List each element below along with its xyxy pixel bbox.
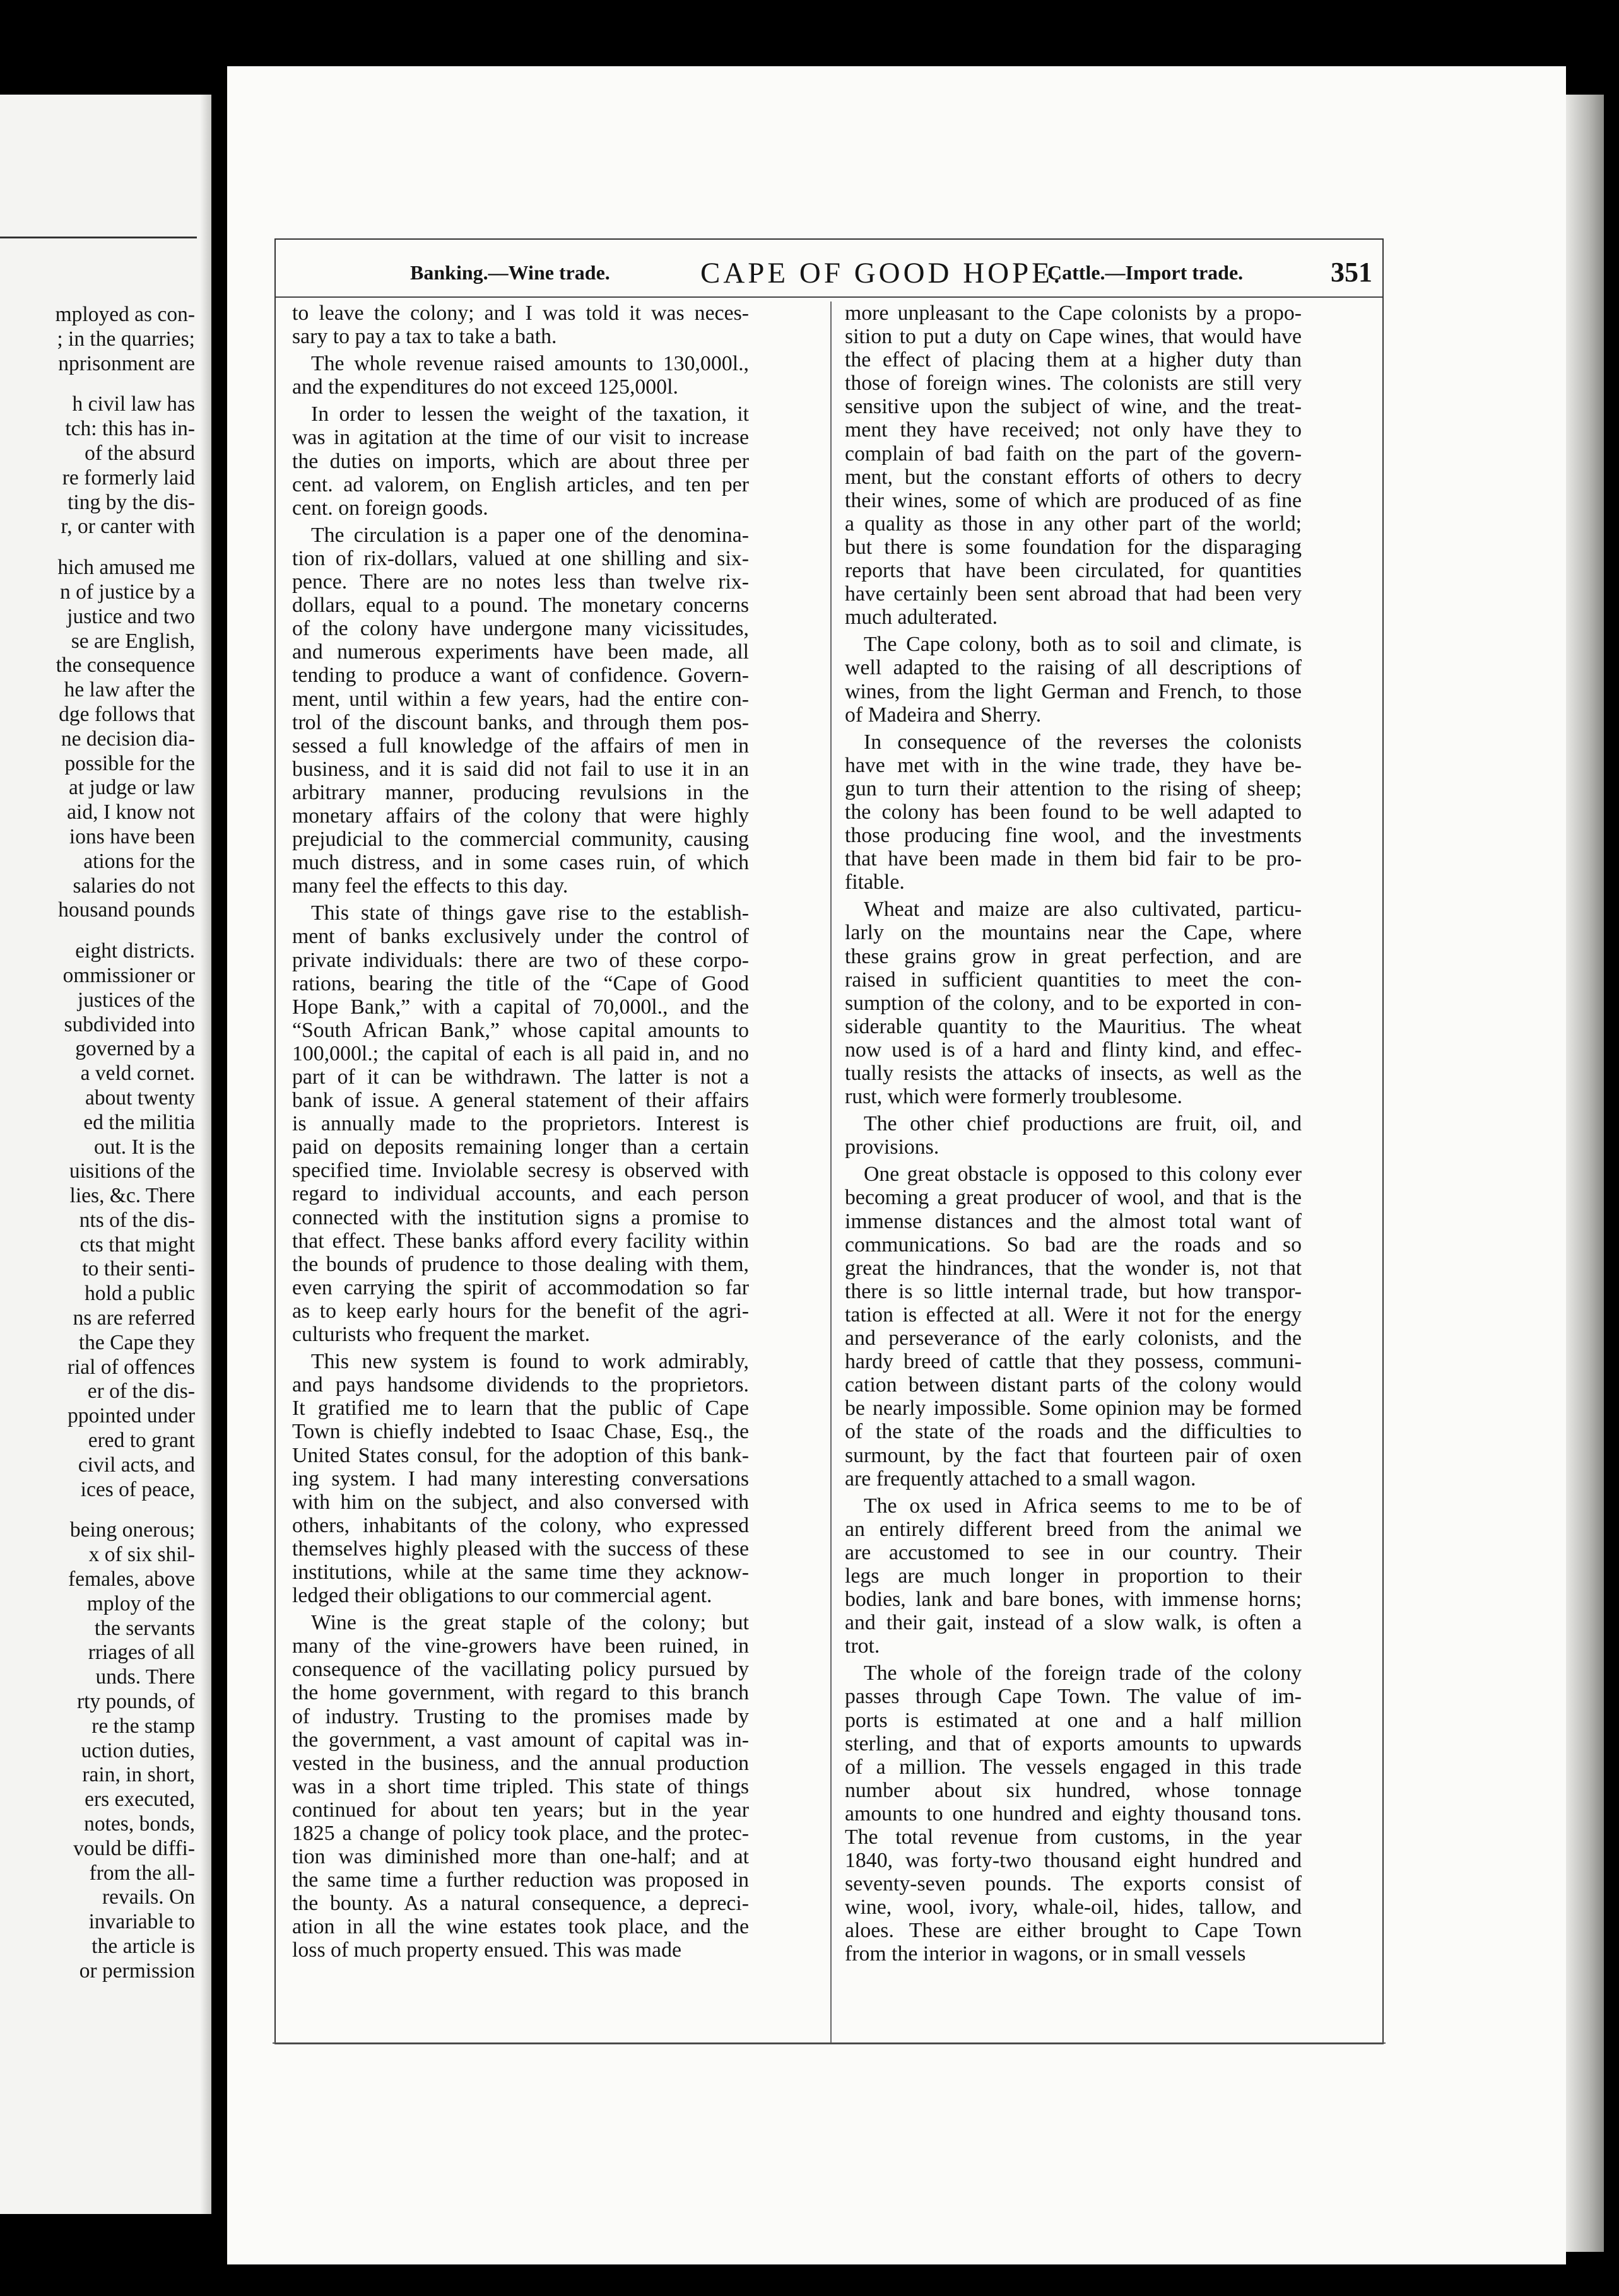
text-line: ered to grant [88,1429,195,1453]
text-line: Hope Bank,” with a capital of 70,000l., and the [292,995,749,1019]
text-line: complain of bad faith on the part of the govern- [845,442,1302,466]
column-divider [830,302,832,2042]
text-line: the article is [91,1935,195,1958]
text-line: surmount, by the fact that fourteen pair of oxen [845,1443,1302,1467]
text-line: specified time. Inviolable secresy is observed with [292,1159,749,1183]
text-line: gun to turn their attention to the rising of sheep; [845,776,1302,800]
text-line: legs are much longer in proportion to their [845,1564,1302,1588]
text-line: unds. There [95,1665,195,1689]
text-line: have met with in the wine trade, they have be- [845,753,1302,777]
left-column [292,302,749,1962]
text-line: females, above [68,1567,195,1591]
text-line: with him on the subject, and also conversed with [292,1490,749,1514]
text-line: mploy of the [86,1591,195,1615]
text-line: the servants [94,1616,195,1640]
text-line: bodies, lank and bare bones, with immense horns; [845,1588,1302,1612]
text-line: themselves highly pleased with the success of these [292,1537,749,1561]
text-line: uction duties, [81,1738,195,1762]
text-line: n of justice by a [60,580,195,604]
text-line: rty pounds, of [76,1690,195,1714]
text-line: 1825 a change of policy took place, and the protec- [292,1822,749,1845]
paragraph-gap [0,923,195,939]
text-line: but there is some foundation for the disparaging [845,535,1302,559]
text-line: This new system is found to work admirably, [311,1350,749,1374]
text-line: regard to individual accounts, and each person [292,1182,749,1206]
text-line: part of it can be withdrawn. The latter is not a [292,1065,749,1089]
text-line: ports is estimated at one and a half million [845,1708,1302,1732]
text-line: arbitrary manner, producing revulsions in the [292,780,749,804]
text-line: dollars, equal to a pound. The monetary concerns [292,594,749,618]
paragraph-gap [0,1502,195,1518]
text-line: sessed a full knowledge of the affairs of men in [292,734,749,758]
text-line: continued for about ten years; but in the year [292,1798,749,1822]
text-line: 100,000l.; the capital of each is all paid in, and no [292,1041,749,1065]
text-line: ne decision dia- [61,727,195,751]
text-line: rriages of all [88,1641,195,1665]
text-line: ment, but the constant efforts of others to decry [845,465,1302,489]
text-line: a veld cornet. [80,1062,195,1086]
text-line: cent. on foreign goods. [292,496,488,520]
text-line: and the expenditures do not exceed 125,000l. [292,375,678,399]
text-line: an entirely different breed from the animal we [845,1517,1302,1541]
text-line: United States consul, for the adoption of this bank- [292,1443,749,1467]
page-frame-bottom-rule [273,2042,1386,2044]
text-line: from the all- [89,1861,195,1885]
text-line: tation is effected at all. Were it not for the energy [845,1303,1302,1327]
text-line: business, and it is said did not fail to use it in an [292,757,749,781]
running-header [290,251,1372,295]
text-line: amounts to one hundred and eighty thousand tons. [845,1801,1302,1825]
paragraph-gap [0,376,195,392]
text-line: provisions. [845,1135,939,1159]
text-line: This state of things gave rise to the establish- [311,901,749,925]
text-line: ppointed under [68,1404,195,1428]
text-line: fitable. [845,870,905,894]
text-line: ing system. I had many interesting conversations [292,1467,749,1491]
text-line: have certainly been sent abroad that had been very [845,582,1302,606]
text-line: great the hindrances, that the wonder is, not that [845,1256,1302,1280]
text-line: ation in all the wine estates took place, and the [292,1915,749,1939]
text-line: justices of the [77,988,195,1012]
text-line: The circulation is a paper one of the denomina- [311,523,749,547]
text-line: sumption of the colony, and to be exported in con- [845,991,1302,1015]
text-line: r, or canter with [61,515,195,539]
text-line: re the stamp [91,1714,195,1738]
text-line: cts that might [79,1233,195,1256]
text-line: the home government, with regard to this branch [292,1681,749,1705]
text-line: The whole revenue raised amounts to 130,000l., [311,352,749,376]
text-line: hardy breed of cattle that they possess, communi- [845,1350,1302,1374]
text-line: of a million. The vessels engaged in this trade [845,1755,1302,1779]
text-line: 1840, was forty-two thousand eight hundred and [845,1849,1302,1873]
text-line: a quality as those in any other part of the world; [845,512,1302,536]
text-line: connected with the institution signs a promise to [292,1205,749,1229]
text-line: their wines, some of which are produced of as fine [845,488,1302,512]
text-line: monetary affairs of the colony that were highly [292,804,749,828]
text-line: possible for the [64,751,195,775]
text-line: tending to produce a want of confidence. Govern- [292,664,749,688]
text-line: and their gait, instead of a slow walk, is often a [845,1611,1302,1635]
text-line: rial of offences [67,1355,195,1379]
text-line: ns are referred [73,1306,195,1330]
text-line: ledged their obligations to our commercial agent. [292,1584,712,1608]
text-line: the colony has been found to be well adapted to [845,800,1302,824]
text-line: that effect. These banks afford every facility within [292,1229,749,1253]
text-line: the same time a further reduction was proposed in [292,1868,749,1892]
text-line: is annually made to the proprietors. Interest is [292,1112,749,1136]
text-line: The total revenue from customs, in the year [845,1825,1302,1849]
text-line: prejudicial to the commercial community, causing [292,828,749,852]
previous-page-header-rule [0,237,197,238]
text-line: to leave the colony; and I was told it was neces- [292,302,749,325]
text-line: ers executed, [85,1788,195,1812]
text-line: and perseverance of the early colonists, and the [845,1327,1302,1350]
text-line: subdivided into [64,1012,195,1036]
text-line: are frequently attached to a small wagon. [845,1467,1196,1491]
text-line: revails. On [102,1885,195,1909]
text-line: Wine is the great staple of the colony; but [311,1611,749,1635]
text-line: at judge or law [68,776,195,800]
text-line: those producing fine wool, and the investments [845,824,1302,848]
text-line: many feel the effects to this day. [292,874,568,898]
text-line: Wheat and maize are also cultivated, particu- [864,898,1302,922]
text-line: the government, a vast amount of capital was in- [292,1728,749,1752]
text-line: It gratified me to learn that the public of Cape [292,1397,749,1420]
text-line: rust, which were formerly troublesome. [845,1085,1182,1109]
text-line: others, inhabitants of the colony, who expressed [292,1513,749,1537]
text-line: larly on the mountains near the Cape, where [845,921,1302,945]
text-line: re formerly laid [62,466,195,489]
text-line: about twenty [85,1086,195,1110]
text-line: the bounds of prudence to those dealing with them, [292,1252,749,1276]
text-line: sition to put a duty on Cape wines, that would have [845,325,1302,349]
text-line: pence. There are no notes less than twelve rix- [292,570,749,594]
text-line: to their senti- [82,1257,195,1281]
text-line: rain, in short, [82,1763,195,1787]
text-line: bank of issue. A general statement of their affairs [292,1089,749,1113]
text-line: hich amused me [57,556,195,580]
text-line: from the interior in wagons, or in small vessels [845,1942,1246,1966]
previous-page-text [0,303,195,1984]
text-line: the consequence [56,653,195,677]
text-line: paid on deposits remaining longer than a certain [292,1135,749,1159]
text-line: lies, &c. There [69,1184,195,1208]
text-line: x of six shil- [88,1543,195,1567]
text-line: well adapted to the raising of all descriptions of [845,656,1302,680]
text-line: or permission [79,1959,195,1983]
page-number: 351 [1331,257,1372,288]
text-line: raised in sufficient quantities to meet the con- [845,968,1302,992]
text-line: now used is of a hard and flinty kind, and effec- [845,1038,1302,1062]
text-line: ment they have received; not only have they to [845,418,1302,442]
text-line: vested in the business, and the annual production [292,1751,749,1775]
page-edge [1566,95,1604,2252]
text-line: ices of peace, [80,1477,195,1501]
text-line: loss of much property ensued. This was made [292,1938,681,1962]
text-line: sensitive upon the subject of wine, and the treat- [845,395,1302,419]
text-line: of Madeira and Sherry. [845,703,1042,727]
text-line: ting by the dis- [68,490,195,514]
text-line: salaries do not [73,874,195,898]
text-line: housand pounds [58,898,195,922]
text-line: seventy-seven pounds. The exports consist of [845,1872,1302,1896]
book-gutter [200,95,211,2214]
text-line: ions have been [69,824,195,848]
text-line: trol of the discount banks, and through them pos- [292,710,749,734]
text-line: justice and two [67,604,195,628]
text-line: In order to lessen the weight of the taxation, it [311,402,749,426]
text-line: was in agitation at the time of our visit to increase [292,426,749,450]
text-line: aid, I know not [67,800,195,824]
text-line: that have been made in them bid fair to be pro- [845,847,1302,871]
text-line: ations for the [83,849,195,873]
text-line: culturists who frequent the market. [292,1323,591,1347]
text-line: reports that have been circulated, for quantities [845,559,1302,583]
text-line: ommissioner or [62,963,195,987]
text-line: er of the dis- [87,1379,195,1403]
text-line: wines, from the light German and French, to those [845,679,1302,703]
text-line: trot. [845,1634,880,1658]
text-line: was in a short time tripled. This state of things [292,1774,749,1798]
text-line: dge follows that [59,702,195,726]
text-line: cent. ad valorem, on English articles, and ten per [292,472,749,496]
text-line: tually resists the attacks of insects, as well as the [845,1062,1302,1085]
text-line: sterling, and that of exports amounts to upwards [845,1731,1302,1755]
text-line: The ox used in Africa seems to me to be of [864,1494,1302,1518]
text-line: there is so little internal trade, but how transpor- [845,1279,1302,1303]
text-line: Town is chiefly indebted to Isaac Chase, Esq., the [292,1420,749,1444]
text-line: and pays handsome dividends to the proprietors. [292,1373,749,1397]
text-line: In consequence of the reverses the colonists [864,730,1302,754]
header-rule [276,296,1382,298]
text-line: institutions, while at the same time they acknow- [292,1560,749,1584]
text-line: the Cape they [78,1330,195,1354]
text-line: aloes. These are either brought to Cape Town [845,1919,1302,1943]
text-line: The other chief productions are fruit, oil, and [864,1112,1302,1136]
text-line: are accustomed to see in our country. Their [845,1540,1302,1564]
text-line: ment of banks exclusively under the control of [292,925,749,949]
text-line: rations, bearing the title of the “Cape of Good [292,971,749,995]
text-line: civil acts, and [78,1453,195,1477]
text-line: tion of rix-dollars, valued at one shilling and six- [292,546,749,570]
text-line: much distress, and in some cases ruin, of which [292,851,749,875]
text-line: “South African Bank,” whose capital amounts to [292,1018,749,1042]
text-line: of the absurd [85,441,195,465]
text-line: ment, until within a few years, had the entire con- [292,687,749,711]
text-line: tch: this has in- [65,417,195,441]
text-line: private individuals: there are two of these corpo- [292,948,749,972]
text-line: eight districts. [75,939,195,963]
text-line: of the state of the roads and the difficulties to [845,1420,1302,1444]
text-line: and numerous experiments have been made, all [292,640,749,664]
text-line: these grains grow in great perfection, and are [845,944,1302,968]
text-line: hold a public [85,1282,195,1306]
text-line: those of foreign wines. The colonists are still very [845,372,1302,395]
text-line: nprisonment are [58,351,195,375]
text-line: sary to pay a tax to take a bath. [292,325,557,349]
text-line: number about six hundred, whose tonnage [845,1778,1302,1802]
page-title: CAPE OF GOOD HOPE. [700,257,1064,290]
paragraph-gap [0,539,195,556]
text-line: communications. So bad are the roads and so [845,1233,1302,1256]
text-line: the bounty. As a natural consequence, a depreci- [292,1892,749,1916]
text-line: being onerous; [69,1518,195,1542]
text-line: many of the vine-growers have been ruined, in [292,1634,749,1658]
text-line: cation between distant parts of the colony would [845,1373,1302,1397]
text-line: The Cape colony, both as to soil and climate, is [864,633,1302,657]
text-line: he law after the [64,678,195,702]
text-line: ed the militia [83,1110,195,1134]
text-line: of the colony have undergone many vicissitudes, [292,617,749,641]
text-line: governed by a [75,1037,195,1061]
text-line: consequence of the vacillating policy pursued by [292,1658,749,1682]
previous-page-fragment [0,95,211,2214]
text-line: One great obstacle is opposed to this colony ever [864,1163,1302,1186]
text-line: wine, wool, ivory, whale-oil, hides, tallow, and [845,1895,1302,1919]
header-left-topic: Banking.—Wine trade. [410,261,610,284]
text-line: uisitions of the [69,1159,195,1183]
text-line: mployed as con- [55,303,195,326]
text-line: tion was diminished more than one-half; and at [292,1845,749,1869]
text-line: the duties on imports, which are about three per [292,449,749,473]
text-line: passes through Cape Town. The value of im- [845,1685,1302,1709]
text-line: much adulterated. [845,606,998,630]
text-line: nts of the dis- [79,1208,195,1232]
text-line: be nearly impossible. Some opinion may be formed [845,1397,1302,1420]
right-column [845,302,1302,1966]
text-line: ; in the quarries; [57,327,195,351]
text-line: the effect of placing them at a higher duty than [845,348,1302,372]
text-line: notes, bonds, [84,1812,195,1836]
text-line: siderable quantity to the Mauritius. The wheat [845,1014,1302,1038]
text-line: out. It is the [93,1135,195,1159]
text-line: vould be diffi- [73,1836,195,1860]
text-line: more unpleasant to the Cape colonists by a propo- [845,302,1302,325]
text-line: becoming a great producer of wool, and that is the [845,1186,1302,1210]
text-line: invariable to [88,1910,195,1934]
text-line: of industry. Trusting to the promises made by [292,1704,749,1728]
text-line: se are English, [71,629,195,653]
text-line: even carrying the spirit of accommodation so far [292,1275,749,1299]
text-line: immense distances and the almost total want of [845,1209,1302,1233]
text-line: as to keep early hours for the benefit of the agri- [292,1299,749,1323]
text-line: The whole of the foreign trade of the colony [864,1661,1302,1685]
header-right-topic: Cattle.—Import trade. [1047,261,1244,284]
text-line: h civil law has [72,392,195,416]
